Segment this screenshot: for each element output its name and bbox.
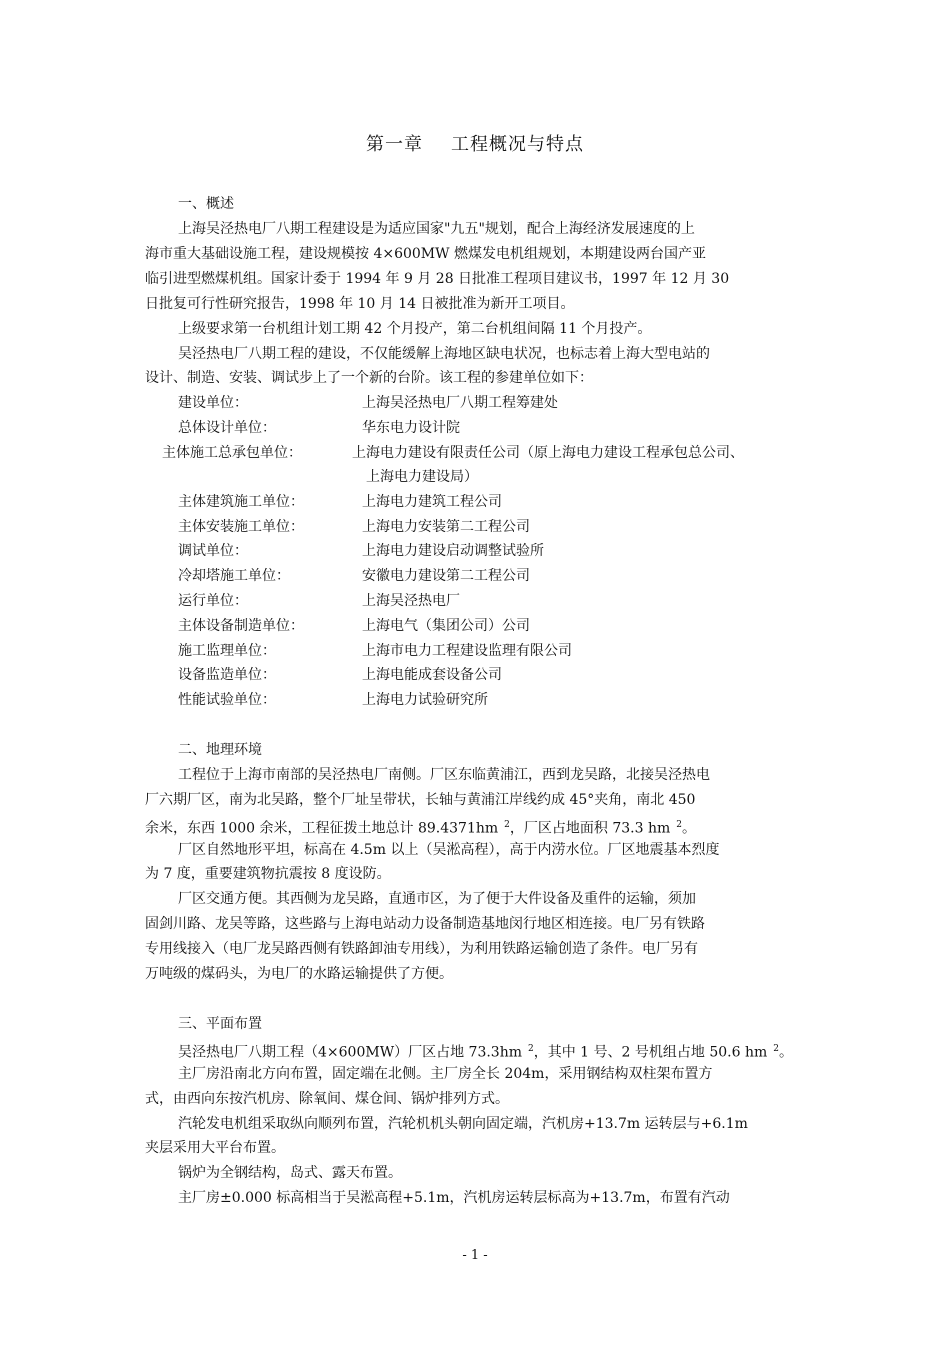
party-value: 上海电能成套设备公司 [362,667,502,683]
superscript: 2 [504,820,510,830]
paragraph-line: 厂区自然地形平坦，标高在 4.5m 以上（吴淞高程），高于内涝水位。厂区地震基本烈度 [178,842,720,858]
paragraph-line: 临引进型燃煤机组。国家计委于 1994 年 9 月 28 日批准工程项目建议书，1997 年 12 月 30 [145,271,730,287]
section-heading: 三、平面布置 [178,1016,262,1032]
party-label: 设备监造单位： [178,667,276,683]
paragraph-line: 式，由西向东按汽机房、除氧间、煤仓间、锅炉排列方式。 [145,1091,509,1107]
party-value: 上海市电力工程建设监理有限公司 [362,643,572,659]
paragraph-line: 主厂房±0.000 标高相当于吴淞高程+5.1m，汽机房运转层标高为+13.7m，布置有汽动 [178,1190,730,1206]
party-label: 主体设备制造单位： [178,618,304,634]
paragraph-line: 工程位于上海市南部的吴泾热电厂南侧。厂区东临黄浦江，西到龙吴路，北接吴泾热电 [178,767,710,783]
superscript: 2 [528,1044,534,1054]
paragraph-line: 专用线接入（电厂龙吴路西侧有铁路卸油专用线），为利用铁路运输创造了条件。电厂另有 [145,941,698,957]
section-heading: 一、概述 [178,196,234,212]
party-value: 安徽电力建设第二工程公司 [362,568,530,584]
party-label: 建设单位： [178,395,248,411]
party-label: 性能试验单位： [178,692,276,708]
paragraph-line: 海市重大基础设施工程，建设规模按 4×600MW 燃煤发电机组规划，本期建设两台国产亚 [145,246,706,262]
party-label: 主体建筑施工单位： [178,494,304,510]
superscript: 2 [676,820,683,830]
party-label: 冷却塔施工单位： [178,568,290,584]
party-value-continued: 上海电力建设局） [366,469,478,485]
party-value: 上海电气（集团公司）公司 [362,618,530,634]
party-value: 上海电力建筑工程公司 [362,494,502,510]
paragraph-line: 汽轮发电机组采取纵向顺列布置，汽轮机机头朝向固定端，汽机房+13.7m 运转层与+6.1m [178,1116,748,1132]
paragraph-line: 设计、制造、安装、调试步上了一个新的台阶。该工程的参建单位如下： [145,370,593,386]
party-value: 华东电力设计院 [362,420,460,436]
paragraph-line: 万吨级的煤码头，为电厂的水路运输提供了方便。 [145,966,453,982]
paragraph-line: 日批复可行性研究报告，1998 年 10 月 14 日被批准为新开工项目。 [145,296,575,312]
section-heading: 二、地理环境 [178,742,262,758]
paragraph-line: 厂区交通方便。其西侧为龙吴路，直通市区，为了便于大件设备及重件的运输，须加 [178,891,696,907]
party-label: 主体施工总承包单位： [162,445,302,461]
party-value: 上海电力试验研究所 [362,692,488,708]
paragraph-line: 余米，东西 1000 余米，工程征拨土地总计 89.4371hm $^2$，厂区占地面积 73.3 hm $^2$。 [145,820,697,837]
chapter-name: 工程概况与特点 [451,134,584,155]
paragraph-line: 为 7 度，重要建筑物抗震按 8 度设防。 [145,866,391,882]
paragraph-line: 固剑川路、龙吴等路，这些路与上海电站动力设备制造基地闵行地区相连接。电厂另有铁路 [145,916,705,932]
party-label: 调试单位： [178,543,248,559]
paragraph-line: 上海吴泾热电厂八期工程建设是为适应国家"九五"规划，配合上海经济发展速度的上 [178,221,695,237]
paragraph-line: 吴泾热电厂八期工程的建设，不仅能缓解上海地区缺电状况，也标志着上海大型电站的 [178,346,710,362]
party-value: 上海吴泾热电厂 [362,593,460,609]
party-value: 上海电力建设启动调整试验所 [362,543,544,559]
paragraph-line: 主厂房沿南北方向布置，固定端在北侧。主厂房全长 204m，采用钢结构双柱架布置方 [178,1066,713,1082]
paragraph-line: 吴泾热电厂八期工程（4×600MW）厂区占地 73.3hm $^2$，其中 1 号、2 号机组占地 50.6 hm $^2$。 [178,1044,793,1061]
party-label: 总体设计单位： [178,420,276,436]
page-number: - 1 - [462,1248,488,1263]
paragraph-line: 厂六期厂区，南为北吴路，整个厂址呈带状，长轴与黄浦江岸线约成 45°夹角，南北 450 [145,792,696,808]
party-label: 运行单位： [178,593,248,609]
party-label: 施工监理单位： [178,643,276,659]
paragraph-line: 夹层采用大平台布置。 [145,1140,285,1156]
paragraph-line: 锅炉为全钢结构，岛式、露天布置。 [178,1165,402,1181]
paragraph-line: 上级要求第一台机组计划工期 42 个月投产，第二台机组间隔 11 个月投产。 [178,321,652,337]
chapter-number: 第一章 [366,134,423,155]
chapter-title [0,130,950,156]
party-value: 上海电力安装第二工程公司 [362,519,530,535]
party-label: 主体安装施工单位： [178,519,304,535]
party-value: 上海电力建设有限责任公司（原上海电力建设工程承包总公司、 [352,445,744,461]
superscript: 2 [773,1044,779,1054]
party-value: 上海吴泾热电厂八期工程筹建处 [362,395,558,411]
